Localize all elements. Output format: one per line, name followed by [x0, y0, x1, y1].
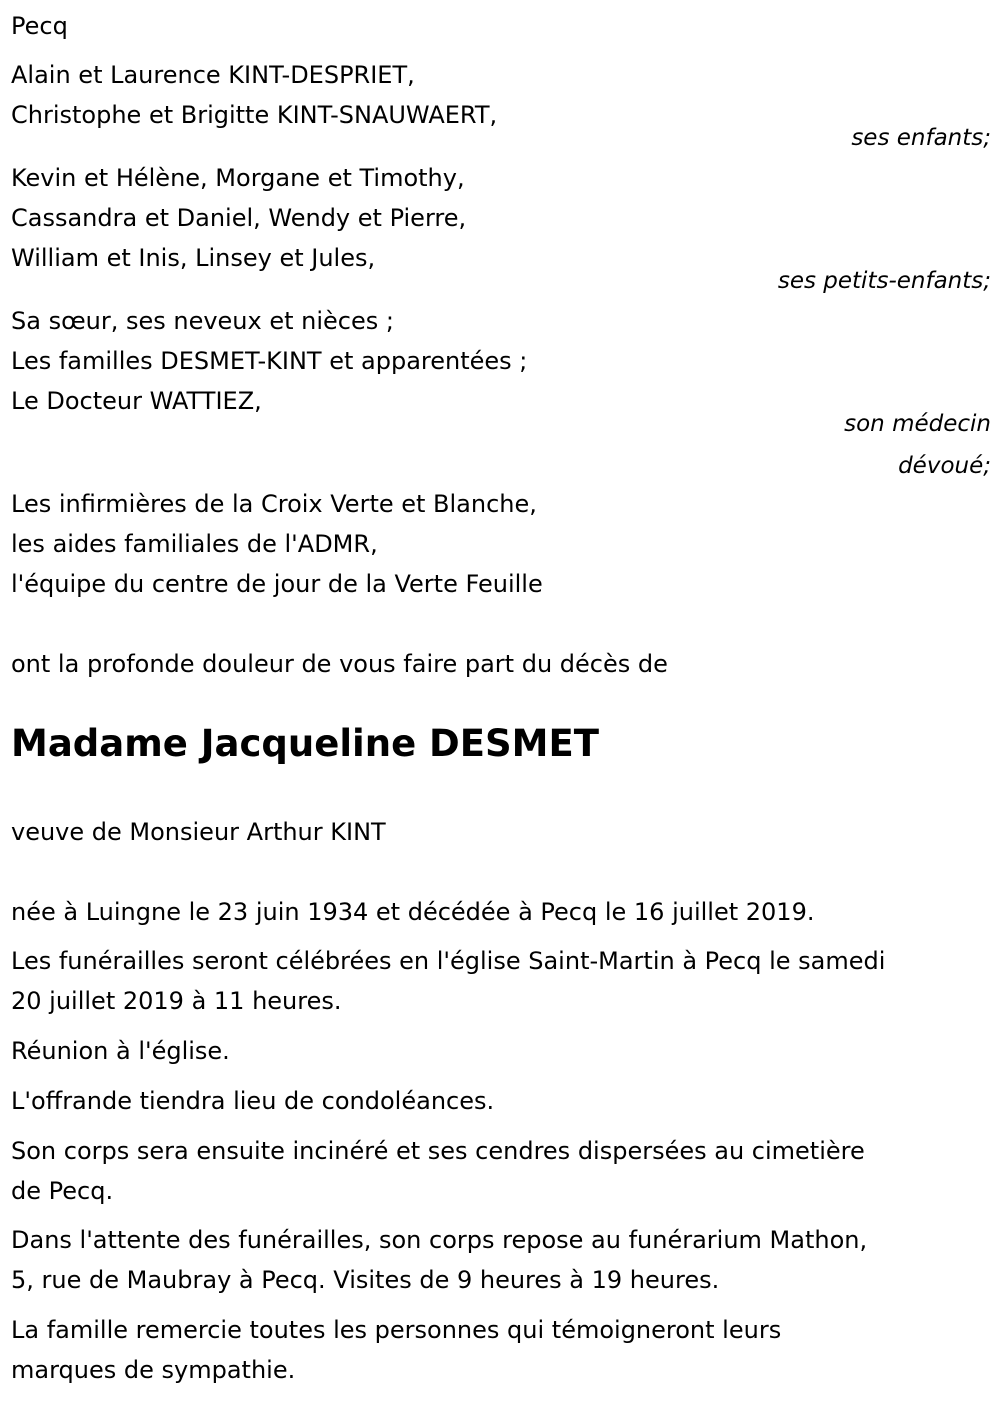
caregivers-section: [11, 484, 991, 604]
family-line-1: Sa sœur, ses neveux et nièces ;: [11, 307, 394, 335]
thanks-line-2: marques de sympathie.: [11, 1356, 296, 1384]
location-header: Pecq: [11, 12, 68, 40]
visitation-line-1: Dans l'attente des funérailles, son corps repose au funérarium Mathon,: [11, 1226, 868, 1254]
grandchildren-line-2: Cassandra et Daniel, Wendy et Pierre,: [11, 204, 467, 232]
caregivers-line-1: Les infirmières de la Croix Verte et Blanche,: [11, 490, 537, 518]
meeting-text: Réunion à l'église.: [11, 1037, 230, 1065]
grandchildren-line-1: Kevin et Hélène, Morgane et Timothy,: [11, 164, 465, 192]
visitation-line-2: 5, rue de Maubray à Pecq. Visites de 9 heures à 19 heures.: [11, 1266, 720, 1294]
announcement-text: ont la profonde douleur de vous faire part du décès de: [11, 650, 668, 678]
deceased-name: Madame Jacqueline DESMET: [11, 722, 600, 765]
family-section: [11, 301, 991, 421]
children-line-1: Alain et Laurence KINT-DESPRIET,: [11, 61, 415, 89]
funeral-line-2: 20 juillet 2019 à 11 heures.: [11, 987, 342, 1015]
funeral-paragraph: [11, 941, 991, 1021]
grandchildren-role: ses petits-enfants;: [777, 268, 991, 294]
caregivers-line-2: les aides familiales de l'ADMR,: [11, 530, 378, 558]
birth-death-text: née à Luingne le 23 juin 1934 et décédée à Pecq le 16 juillet 2019.: [11, 898, 815, 926]
grandchildren-line-3: William et Inis, Linsey et Jules,: [11, 244, 376, 272]
funeral-line-1: Les funérailles seront célébrées en l'église Saint-Martin à Pecq le samedi: [11, 947, 886, 975]
offering-text: L'offrande tiendra lieu de condoléances.: [11, 1087, 495, 1115]
doctor-role-line-2: dévoué;: [898, 453, 991, 479]
cremation-line-1: Son corps sera ensuite incinéré et ses cendres dispersées au cimetière: [11, 1137, 865, 1165]
grandchildren-section: [11, 158, 991, 278]
cremation-paragraph: [11, 1131, 991, 1211]
family-line-3: Le Docteur WATTIEZ,: [11, 387, 262, 415]
doctor-role-line-1: son médecin: [844, 411, 991, 437]
children-role: ses enfants;: [851, 125, 991, 151]
children-line-2: Christophe et Brigitte KINT-SNAUWAERT,: [11, 101, 498, 129]
caregivers-line-3: l'équipe du centre de jour de la Verte Feuille: [11, 570, 543, 598]
thanks-paragraph: [11, 1310, 991, 1390]
cremation-line-2: de Pecq.: [11, 1177, 114, 1205]
thanks-line-1: La famille remercie toutes les personnes qui témoigneront leurs: [11, 1316, 782, 1344]
family-line-2: Les familles DESMET-KINT et apparentées ;: [11, 347, 528, 375]
widow-of-text: veuve de Monsieur Arthur KINT: [11, 818, 386, 846]
visitation-paragraph: [11, 1220, 991, 1300]
